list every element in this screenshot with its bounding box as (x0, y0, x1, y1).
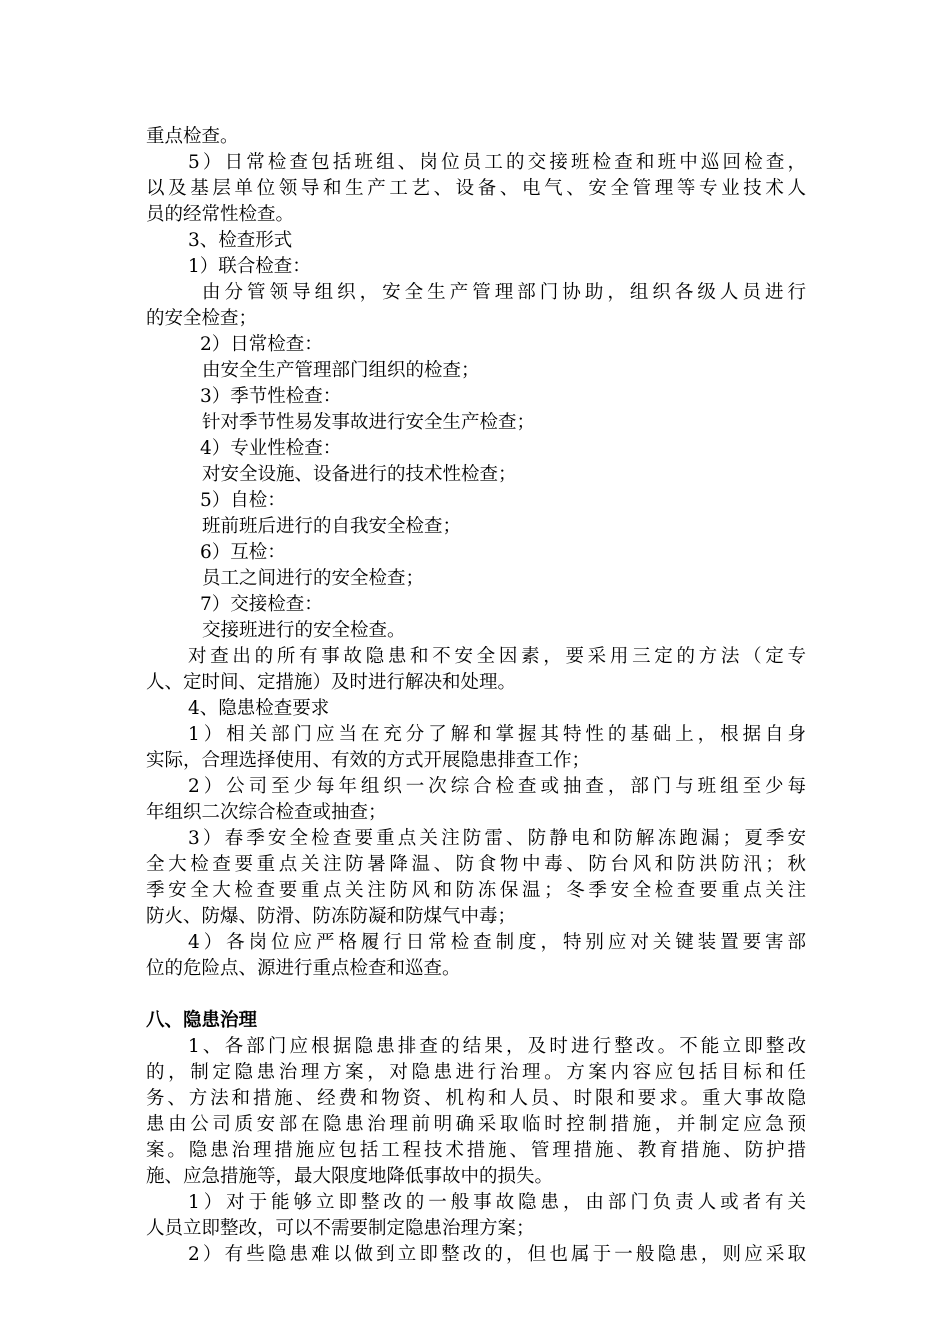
text-line: 员的经常性检查。 (146, 204, 295, 225)
text-line: 7）交接检查： (200, 594, 323, 615)
text-line: 年组织二次综合检查或抽查； (146, 802, 387, 823)
text-line: 4）专业性检查： (200, 438, 342, 459)
text-line: 务、方法和措施、经费和物资、机构和人员、时限和要求。重大事故隐 (146, 1088, 806, 1109)
text-line: 1）相关部门应当在充分了解和掌握其特性的基础上，根据自身 (188, 724, 806, 745)
text-line: 5）自检： (200, 490, 286, 511)
text-line: 人、定时间、定措施）及时进行解决和处理。 (146, 672, 517, 693)
text-line: 患由公司质安部在隐患治理前明确采取临时控制措施，并制定应急预 (146, 1114, 806, 1135)
text-line: 班前班后进行的自我安全检查； (202, 516, 462, 537)
text-line: 位的危险点、源进行重点检查和巡查。 (146, 958, 461, 979)
text-line: 人员立即整改，可以不需要制定隐患治理方案； (146, 1218, 535, 1239)
text-line: 全大检查要重点关注防暑降温、防食物中毒、防台风和防洪防汛；秋 (146, 854, 806, 875)
text-line: 4）各岗位应严格履行日常检查制度，特别应对关键装置要害部 (188, 932, 806, 953)
text-line: 1）联合检查： (188, 256, 311, 277)
section-subheading: 4、隐患检查要求 (188, 698, 330, 719)
text-line: 施、应急措施等，最大限度地降低事故中的损失。 (146, 1166, 554, 1187)
text-line: 6）互检： (200, 542, 286, 563)
text-line: 针对季节性易发事故进行安全生产检查； (202, 412, 536, 433)
text-line: 3）春季安全检查要重点关注防雷、防静电和防解冻跑漏；夏季安 (188, 828, 806, 849)
text-line: 案。隐患治理措施应包括工程技术措施、管理措施、教育措施、防护措 (146, 1140, 806, 1161)
text-line: 1、各部门应根据隐患排查的结果，及时进行整改。不能立即整改 (188, 1036, 806, 1057)
text-line: 实际，合理选择使用、有效的方式开展隐患排查工作； (146, 750, 591, 771)
text-line: 重点检查。 (146, 126, 239, 147)
text-line: 以及基层单位领导和生产工艺、设备、电气、安全管理等专业技术人 (146, 178, 806, 199)
text-line: 5）日常检查包括班组、岗位员工的交接班检查和班中巡回检查， (188, 152, 806, 173)
text-line: 由安全生产管理部门组织的检查； (202, 360, 480, 381)
text-line: 2）有些隐患难以做到立即整改的，但也属于一般隐患，则应采取 (188, 1244, 806, 1265)
text-line: 2）日常检查： (200, 334, 323, 355)
document-body (146, 124, 806, 1268)
text-line: 的安全检查； (146, 308, 258, 329)
text-line: 对查出的所有事故隐患和不安全因素，要采用三定的方法（定专 (188, 646, 806, 667)
text-line: 对安全设施、设备进行的技术性检查； (202, 464, 517, 485)
text-line: 的，制定隐患治理方案，对隐患进行治理。方案内容应包括目标和任 (146, 1062, 806, 1083)
text-line: 交接班进行的安全检查。 (202, 620, 406, 641)
text-line: 防火、防爆、防滑、防冻防凝和防煤气中毒； (146, 906, 517, 927)
text-line: 2）公司至少每年组织一次综合检查或抽查，部门与班组至少每 (188, 776, 806, 797)
text-line: 1）对于能够立即整改的一般事故隐患，由部门负责人或者有关 (188, 1192, 806, 1213)
text-line: 员工之间进行的安全检查； (202, 568, 425, 589)
text-line: 季安全大检查要重点关注防风和防冻保温；冬季安全检查要重点关注 (146, 880, 806, 901)
section-heading: 八、隐患治理 (146, 1010, 258, 1031)
text-line: 3）季节性检查： (200, 386, 342, 407)
section-subheading: 3、检查形式 (188, 230, 293, 251)
text-line: 由分管领导组织，安全生产管理部门协助，组织各级人员进行 (202, 282, 806, 303)
